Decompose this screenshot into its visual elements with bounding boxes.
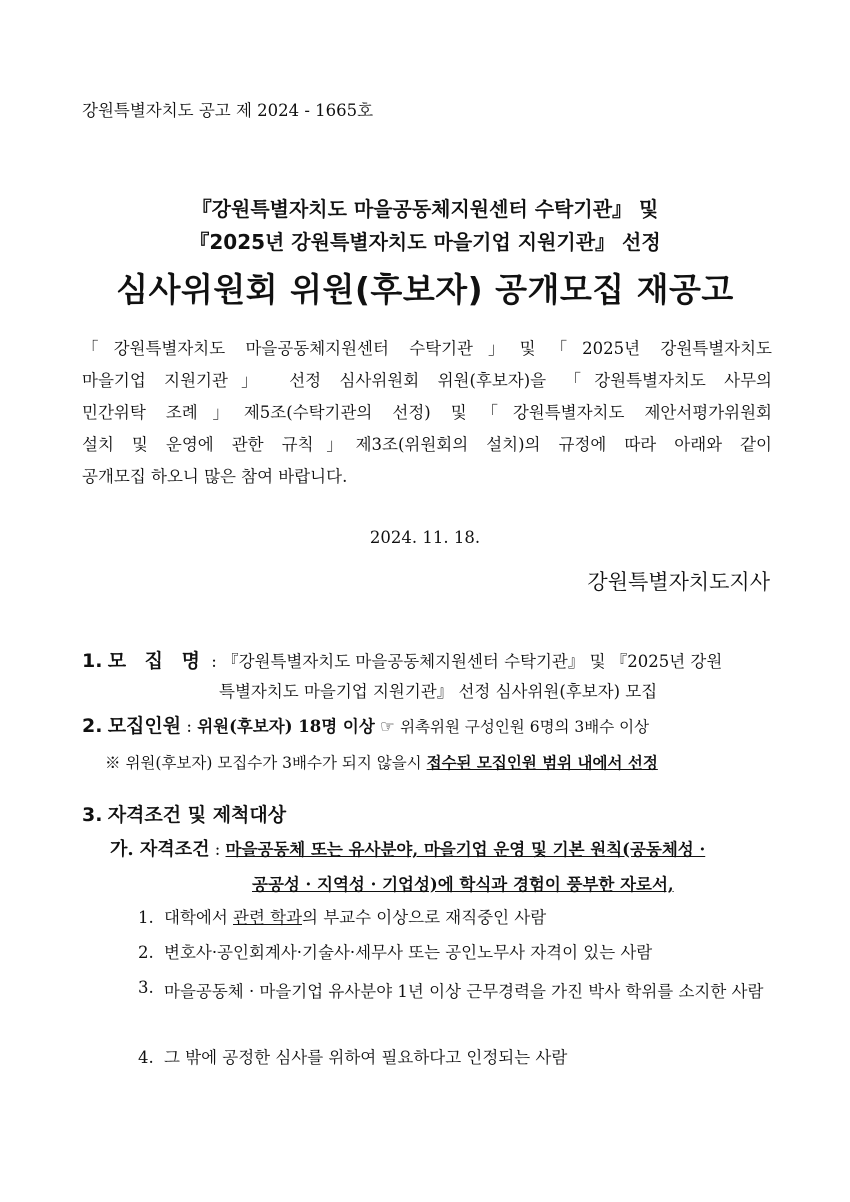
list-item <box>138 904 775 939</box>
section-value-line-2: 특별자치도 마을기업 지원기관』 선정 심사위원(후보자) 모집 <box>219 682 658 701</box>
item-number: 4. <box>138 1048 154 1067</box>
reference-mark-icon: ※ <box>105 754 121 772</box>
section-label: 모 집 명 <box>107 650 206 672</box>
intro-line: 마을기업 지원기관」 선정 심사위원회 위원(후보자)을 「강원특별자치도 사무의 <box>82 371 772 390</box>
subsection-label: 가. 자격조건 <box>110 839 210 860</box>
intro-line: 설치 및 운영에 관한 규칙」제3조(위원회의 설치)의 규정에 따라 아래와 같이 <box>82 435 772 454</box>
recruitment-count-detail: 위촉위원 구성인원 6명의 3배수 이상 <box>400 718 650 736</box>
pointing-hand-icon: ☞ <box>380 717 395 736</box>
section-colon: : <box>211 652 217 671</box>
note-text: 위원(후보자) 모집수가 3배수가 되지 않을시 <box>125 754 422 772</box>
item-number: 3. <box>138 978 154 997</box>
section-label: 모집인원 <box>107 715 182 737</box>
notice-date: 2024. 11. 18. <box>369 528 481 547</box>
notice-number: 강원특별자치도 공고 제 2024 - 1665호 <box>82 101 374 120</box>
main-title: 심사위원회 위원(후보자) 공개모집 재공고 <box>116 270 734 309</box>
list-item <box>138 939 775 974</box>
item-text: 대학에서 <box>164 908 234 927</box>
section-value-line-1: 『강원특별자치도 마을공동체지원센터 수탁기관』 및 『2025년 강원 <box>222 652 723 671</box>
item-text: 변호사·공인회계사·기술사·세무사 또는 공인노무사 자격이 있는 사람 <box>164 943 653 962</box>
intro-line: 민간위탁 조례」제5조(수탁기관의 선정) 및「강원특별자치도 제안서평가위원회 <box>82 403 772 422</box>
list-item <box>138 1044 775 1079</box>
item-text-post: 의 부교수 이상으로 재직중인 사람 <box>302 908 547 927</box>
section-number: 3. <box>82 804 103 826</box>
item-text: 마을공동체 · 마을기업 유사분야 1년 이상 근무경력을 가진 박사 학위를 소지한 사람 <box>164 982 764 1001</box>
title-line-2: 『2025년 강원특별자치도 마을기업 지원기관』 선정 <box>189 230 661 254</box>
section-number: 1. <box>82 650 103 672</box>
section-recruitment-name <box>82 646 772 701</box>
item-underlined: 관련 학과 <box>233 908 303 927</box>
section-qualifications <box>82 800 286 827</box>
title-line-1: 『강원특별자치도 마을공동체지원센터 수탁기관』 및 <box>191 197 659 221</box>
section-number: 2. <box>82 715 103 737</box>
recruitment-note <box>105 751 658 773</box>
intro-line: 공개모집 하오니 많은 참여 바랍니다. <box>82 467 348 486</box>
subsection-line-1: 마을공동체 또는 유사분야, 마을기업 운영 및 기본 원칙(공동체성 · <box>225 840 706 859</box>
recruitment-count-value: 위원(후보자) 18명 이상 <box>197 717 375 736</box>
item-number: 2. <box>138 943 154 962</box>
subsection-colon: : <box>214 840 221 859</box>
note-emphasis: 접수된 모집인원 범위 내에서 선정 <box>426 753 658 772</box>
criteria-list <box>138 904 775 1079</box>
issuer: 강원특별자치도지사 <box>587 570 770 594</box>
item-text: 그 밖에 공정한 심사를 위하여 필요하다고 인정되는 사람 <box>164 1048 568 1067</box>
section-label: 자격조건 및 제척대상 <box>107 804 287 826</box>
list-item <box>138 974 775 1044</box>
intro-paragraph <box>82 333 772 493</box>
section-colon: : <box>186 717 192 736</box>
section-recruitment-count <box>82 711 782 738</box>
subsection-line-2: 공공성 · 지역성 · 기업성)에 학식과 경험이 풍부한 자로서, <box>252 875 674 894</box>
intro-line: 「강원특별자치도 마을공동체지원센터 수탁기관」및「2025년 강원특별자치도 <box>82 339 772 358</box>
item-number: 1. <box>138 908 154 927</box>
subsection-qualifications <box>110 835 775 894</box>
